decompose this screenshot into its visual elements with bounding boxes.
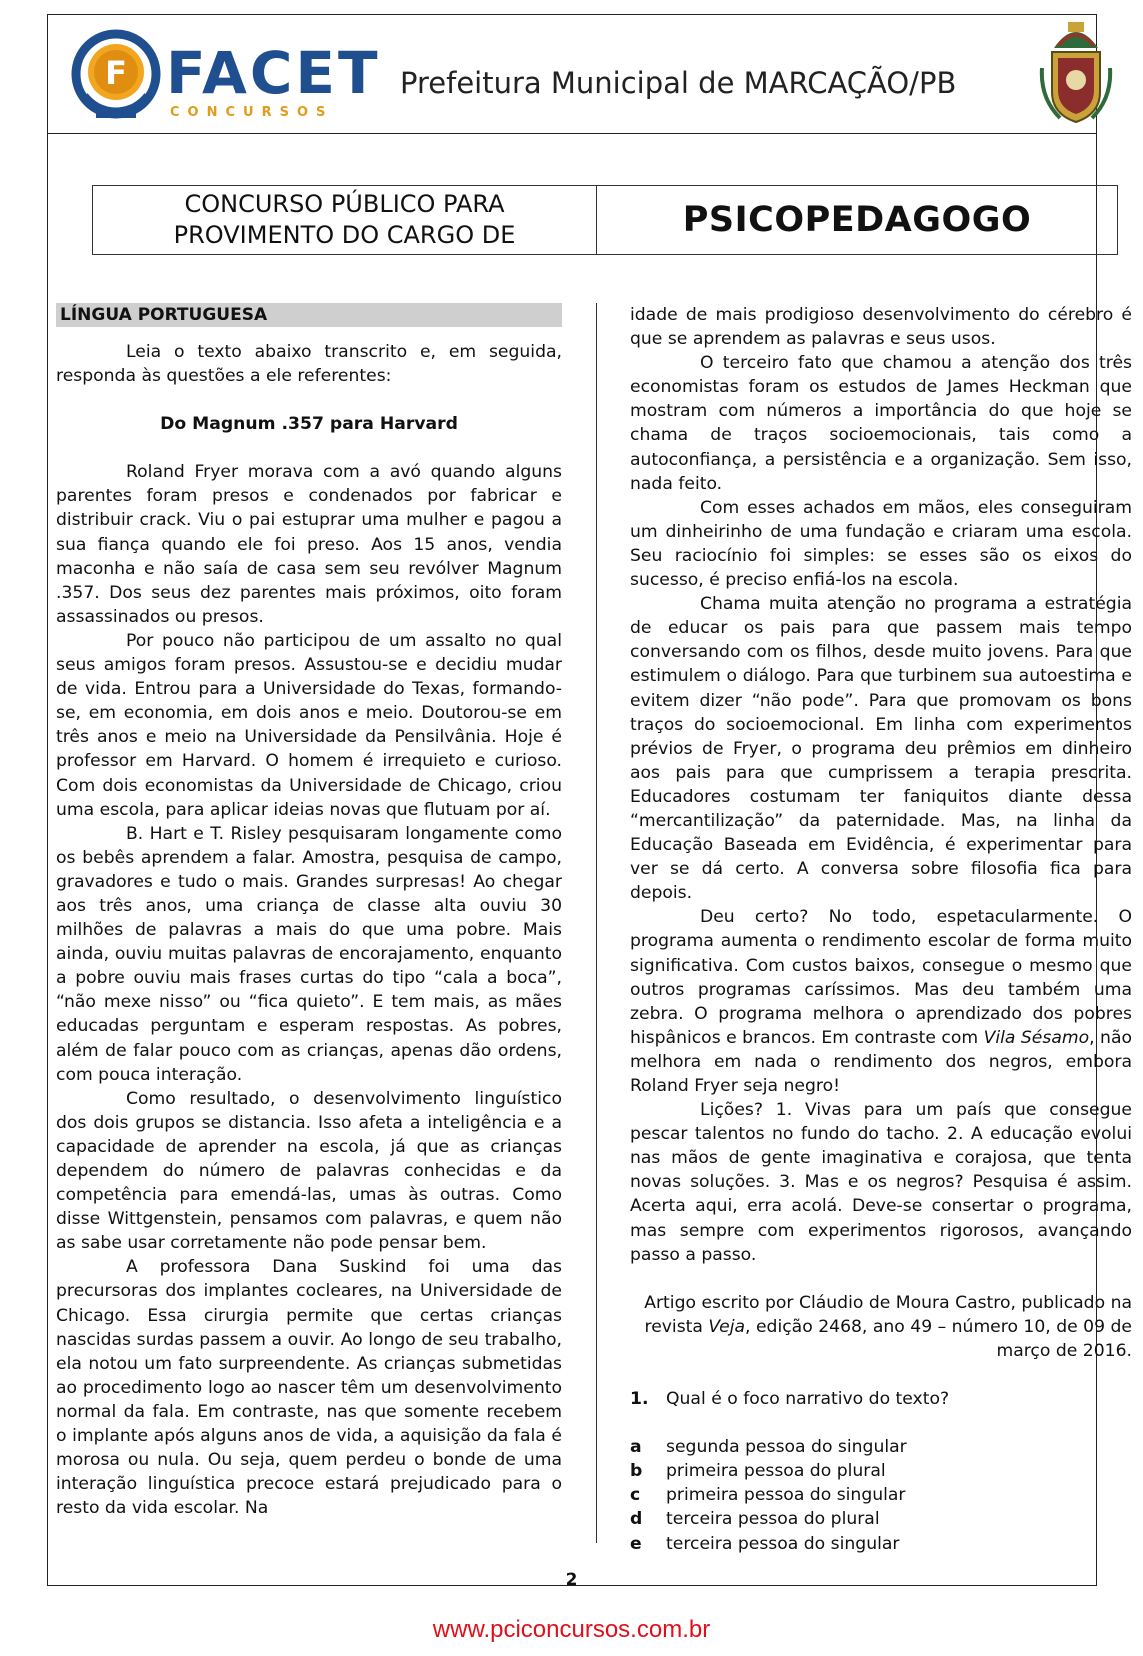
option-text: segunda pessoa do singular [666,1437,907,1458]
option-letter: b [630,1461,643,1482]
option-letter: a [630,1437,642,1458]
exam-title-left [93,186,597,254]
citation-magazine: Veja [708,1316,746,1337]
option-letter: e [630,1533,642,1554]
exam-title-line-1: CONCURSO PÚBLICO PARA [184,189,505,218]
answer-option[interactable] [630,1507,1132,1531]
paragraph-text: , não melhora em nada o rendimento dos negros, embora Roland Fryer seja negro! [630,1027,1132,1096]
answer-option[interactable] [630,1532,1132,1556]
paragraph: Como resultado, o desenvolvimento linguístico dos dois grupos se distancia. Isso afeta a inteligência e a capacidade de aprender na escola, já que as crianças dependem do número de palavras conhecidas e da competência para emendá-las, umas às outras. Como disse Wittgenstein, pensamos com palavras, e quem não as sabe usar corretamente não pode pensar bem. [56,1088,562,1254]
municipal-crest-icon [1038,18,1114,130]
italic-title: Vila Sésamo [983,1027,1090,1048]
paragraph: Lições? 1. Vivas para um país que consegue pescar talentos no fundo do tacho. 2. A educação evolui nas mãos de gente imaginativa e corajosa, que tenta novas soluções. 3. Mas e os negros? Pesquisa é assim. Acerta aqui, erra acolá. Deve-se consertar o programa, mas sempre com experimentos rigorosos, avançando passo a passo. [630,1100,1132,1265]
paragraph: Com esses achados em mãos, eles conseguiram um dinheirinho de uma fundação e criaram uma escola. Seu raciocínio foi simples: se esses são os eixos do sucesso, é preciso enfiá-los na escola. [630,497,1132,591]
exam-title-box [92,185,1118,255]
citation-text: , edição 2468, ano 49 – número 10, de 09 de março de 2016. [745,1316,1132,1361]
exam-title-line-2: PROVIMENTO DO CARGO DE [173,221,516,249]
option-text: primeira pessoa do singular [666,1485,906,1506]
answer-options [630,1435,1132,1555]
intro-text: Leia o texto abaixo transcrito e, em seguida, responda às questões a ele referentes: [56,342,562,387]
svg-text:F: F [105,54,127,92]
citation-text: Artigo escrito por Cláudio de Moura Castro, publicado na revista [644,1292,1132,1337]
citation [630,1291,1132,1363]
question-number: 1. [630,1389,649,1410]
globe-logo-icon [66,26,162,122]
page-number: 2 [565,1570,578,1590]
right-column [630,303,1132,1556]
logo-subtext: CONCURSOS [170,105,334,120]
answer-option[interactable] [630,1483,1132,1507]
left-column [56,303,562,1520]
answer-option[interactable] [630,1459,1132,1483]
paragraph: Por pouco não participou de um assalto no qual seus amigos foram presos. Assustou-se e decidiu mudar de vida. Entrou para a Universidade do Texas, formando-se, em economia, em dois anos e meio. Doutorou-se em três anos e meio na Universidade da Pensilvânia. Hoje é professor em Harvard. O homem é irrequieto e curioso. Com dois economistas da Universidade de Chicago, criou uma escola, para aplicar ideias novas que flutuam por aí. [56,630,562,820]
section-header: LÍNGUA PORTUGUESA [56,303,562,327]
header-divider [47,133,1097,134]
paragraph-vila-sesamo [630,905,1132,1098]
option-letter: c [630,1485,641,1506]
option-letter: d [630,1509,643,1530]
header-title: Prefeitura Municipal de MARCAÇÃO/PB [400,66,957,100]
question-1 [630,1387,1132,1411]
paragraph: Chama muita atenção no programa a estratégia de educar os pais para que passem mais tempo conversando com os filhos, desde muito jovens. Para que estimulem o diálogo. Para que turbinem sua autoestima e evitem dizer “não pode”. Para que promovam os bons traços do socioemocional. Em linha com experimentos prévios de Fryer, o programa deu prêmios em dinheiro aos pais para que cumprissem a terapia prescrita. Educadores costumam ter faniquitos diante dessa “mercantilização” da paternidade. Mas, na linha da Educação Baseada em Evidência, é experimentar para ver se dá certo. A conversa sobre filosofia fica para depois. [630,594,1132,904]
option-text: terceira pessoa do plural [666,1509,880,1530]
facet-logo [66,26,381,122]
paragraph: Roland Fryer morava com a avó quando alguns parentes foram presos e condenados por fabricar e distribuir crack. Viu o pai estuprar uma mulher e pagou a sua fiança quando ele foi preso. Aos 15 anos, vendia maconha e não saía de casa sem seu revólver Magnum .357. Dos seus dez parentes mais próximos, oito foram assassinados ou presos. [56,462,562,627]
footer-url-link[interactable]: www.pciconcursos.com.br [432,1616,711,1643]
paragraph: B. Hart e T. Risley pesquisaram longamente como os bebês aprendem a falar. Amostra, pesquisa de campo, gravadores e tudo o mais. Grandes surpresas! Ao chegar aos três anos, uma criança de classe alta ouviu 30 milhões de palavras a mais do que uma pobre. Mais ainda, ouviu muitas palavras de encorajamento, enquanto a pobre ouviu mais frases curtas do tipo “cala a boca”, “não mexe nisso” ou “fica quieto”. E tem mais, as mães educadas perguntam e esperam respostas. As pobres, além de falar pouco com as crianças, apenas dão ordens, com pouca interação. [56,823,562,1085]
option-text: primeira pessoa do plural [666,1461,886,1482]
option-text: terceira pessoa do singular [666,1533,900,1554]
paragraph: O terceiro fato que chamou a atenção dos três economistas foram os estudos de James Heckman que mostram com números a importância do que hoje se chama de traços socioemocionais, tais como a autoconfiança, a persistência e a organização. Sem isso, nada feito. [630,353,1132,494]
paragraph-text: Deu certo? No todo, espetacularmente. O programa aumenta o rendimento escolar de forma muito significativa. Com custos baixos, consegue o mesmo que outros programas caríssimos. Mas deu também uma zebra. O programa melhora o aprendizado dos pobres hispânicos e brancos. Em contraste com [630,907,1132,1048]
paragraph: A professora Dana Suskind foi uma das precursoras dos implantes cocleares, na Universidade de Chicago. Essa cirurgia permite que certas crianças nascidas surdas passem a ouvir. Ao longo de seu trabalho, ela notou um fato surpreendente. As crianças submetidas ao procedimento logo ao nascer têm um desenvolvimento normal da fala. Em contraste, nas que somente recebem o implante após alguns anos de vida, a aquisição da fala é morosa ou nula. Ou seja, quem perdeu o bonde de uma interação linguística precoce estará prejudicado para o resto da vida escolar. Na [56,1257,562,1519]
position-title: PSICOPEDAGOGO [682,200,1032,240]
column-divider [596,303,597,1543]
answer-option[interactable] [630,1435,1132,1459]
paragraph-continuation: idade de mais prodigioso desenvolvimento do cérebro é que se aprendem as palavras e seus usos. [630,305,1132,350]
text-title: Do Magnum .357 para Harvard [160,414,458,435]
logo-text: FACET [166,39,381,107]
question-text: Qual é o foco narrativo do texto? [666,1389,950,1410]
